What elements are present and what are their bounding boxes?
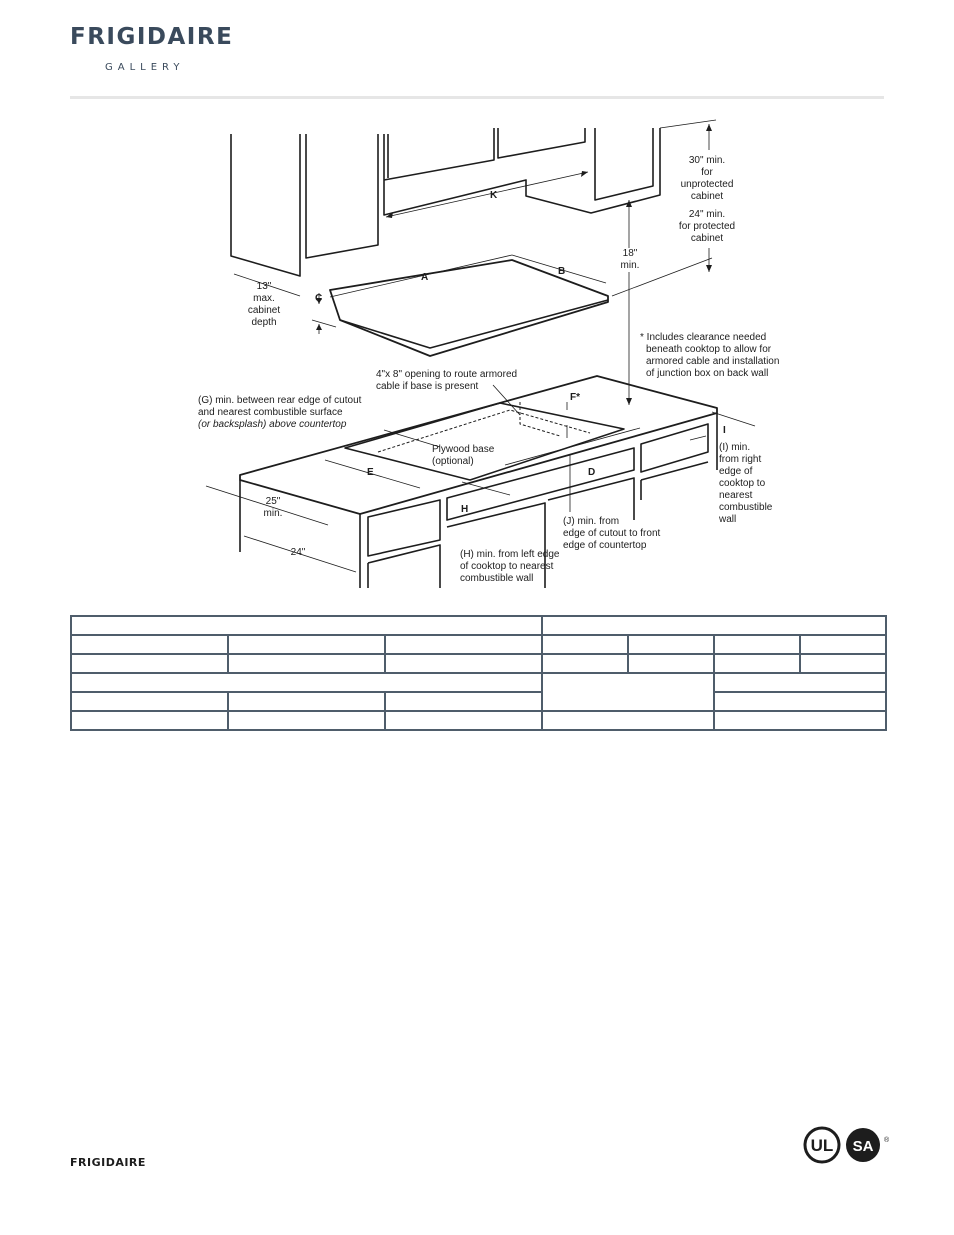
sub-brand-name: GALLERY [105, 62, 185, 73]
svg-text:edge of cutout to front: edge of cutout to front [563, 528, 661, 539]
table-cell [385, 692, 542, 711]
svg-text:of junction box on back wall: of junction box on back wall [646, 368, 769, 379]
label-i: I [723, 425, 726, 436]
cooktop [330, 260, 608, 356]
table-cell [71, 673, 542, 692]
svg-text:combustible wall: combustible wall [460, 573, 534, 584]
svg-text:max.: max. [253, 293, 275, 304]
svg-text:for: for [701, 167, 713, 178]
countertop-cutout [345, 403, 624, 480]
table-cell [71, 692, 228, 711]
brand-logo [70, 24, 234, 73]
svg-text:min.: min. [263, 508, 283, 519]
svg-text:armored cable and installation: armored cable and installation [646, 356, 780, 367]
table-cell [714, 673, 886, 692]
svg-text:and nearest combustible surfac: and nearest combustible surface [198, 407, 343, 418]
table-cell [714, 654, 800, 673]
svg-text:beneath cooktop to allow for: beneath cooktop to allow for [646, 344, 772, 355]
certification-marks [800, 1124, 890, 1166]
svg-text:13": 13" [256, 281, 272, 292]
table-cell [542, 616, 886, 635]
svg-text:24" min.: 24" min. [688, 209, 726, 220]
left-cabinet [231, 134, 300, 276]
svg-text:(or backsplash) above countert: (or backsplash) above countertop [198, 419, 347, 430]
table-cell [628, 635, 714, 654]
svg-text:* Includes clearance needed: * Includes clearance needed [640, 332, 767, 343]
svg-text:unprotected: unprotected [680, 179, 734, 190]
svg-text:wall: wall [719, 514, 737, 525]
table-cell [800, 654, 886, 673]
svg-text:cabinet: cabinet [690, 191, 724, 202]
table-cell [714, 635, 800, 654]
csa-mark-icon [846, 1128, 890, 1162]
table-cell [228, 654, 385, 673]
label-e: E [367, 467, 374, 478]
svg-text:(I) min.: (I) min. [719, 442, 751, 453]
table-cell [542, 654, 628, 673]
header-divider [70, 96, 884, 99]
svg-text:cable if base is present: cable if base is present [376, 381, 479, 392]
svg-text:for protected: for protected [678, 221, 736, 232]
table-cell [542, 711, 714, 730]
specifications-table [70, 615, 887, 731]
upper-cabinet [384, 128, 660, 215]
table-row [71, 692, 886, 711]
table-row [71, 673, 886, 692]
table-cell [71, 616, 542, 635]
table-cell [714, 692, 886, 711]
svg-text:18": 18" [622, 248, 638, 259]
table-cell [800, 635, 886, 654]
table-cell [71, 654, 228, 673]
svg-text:®: ® [884, 1137, 890, 1144]
table-cell [385, 635, 542, 654]
table-row [71, 654, 886, 673]
brand-name: FRIGIDAIRE [70, 24, 234, 50]
table-cell [228, 635, 385, 654]
svg-text:depth: depth [251, 317, 277, 328]
svg-text:nearest: nearest [719, 490, 753, 501]
table-row [71, 635, 886, 654]
label-d: D [588, 467, 596, 478]
svg-text:(H) min. from left edge: (H) min. from left edge [460, 549, 560, 560]
svg-text:30" min.: 30" min. [688, 155, 726, 166]
svg-text:cabinet: cabinet [690, 233, 724, 244]
table-cell [71, 711, 228, 730]
label-h: H [461, 504, 469, 515]
table-cell [542, 673, 714, 711]
table-cell [228, 711, 385, 730]
svg-text:25": 25" [265, 496, 281, 507]
footer-brand: FRIGIDAIRE [70, 1156, 146, 1169]
table-cell [385, 711, 542, 730]
label-c: C [315, 293, 323, 304]
svg-text:(optional): (optional) [432, 456, 474, 467]
svg-text:(G) min. between rear edge of: (G) min. between rear edge of cutout [198, 395, 362, 406]
table-cell [385, 654, 542, 673]
svg-text:combustible: combustible [719, 502, 773, 513]
svg-text:UL: UL [810, 1136, 834, 1155]
table-row [71, 616, 886, 635]
table-cell [714, 711, 886, 730]
label-b: B [558, 266, 566, 277]
table-cell [228, 692, 385, 711]
installation-diagram [190, 118, 790, 593]
svg-text:of cooktop to nearest: of cooktop to nearest [460, 561, 554, 572]
label-f: F* [570, 392, 580, 403]
table-cell [628, 654, 714, 673]
svg-text:edge of countertop: edge of countertop [563, 540, 647, 551]
svg-text:(J) min. from: (J) min. from [563, 516, 620, 527]
svg-text:edge of: edge of [719, 466, 753, 477]
table-cell [542, 635, 628, 654]
svg-text:24": 24" [290, 547, 306, 558]
ul-mark-icon [805, 1128, 839, 1162]
label-k: K [490, 190, 498, 201]
table-cell [71, 635, 228, 654]
svg-text:cabinet: cabinet [247, 305, 281, 316]
svg-text:4"x 8" opening to route armore: 4"x 8" opening to route armored [376, 369, 518, 380]
svg-text:Plywood base: Plywood base [432, 444, 495, 455]
svg-text:cooktop to: cooktop to [719, 478, 766, 489]
svg-text:min.: min. [620, 260, 640, 271]
svg-text:from right: from right [719, 454, 762, 465]
label-a: A [421, 272, 429, 283]
svg-text:SA: SA [852, 1138, 874, 1155]
table-row [71, 711, 886, 730]
